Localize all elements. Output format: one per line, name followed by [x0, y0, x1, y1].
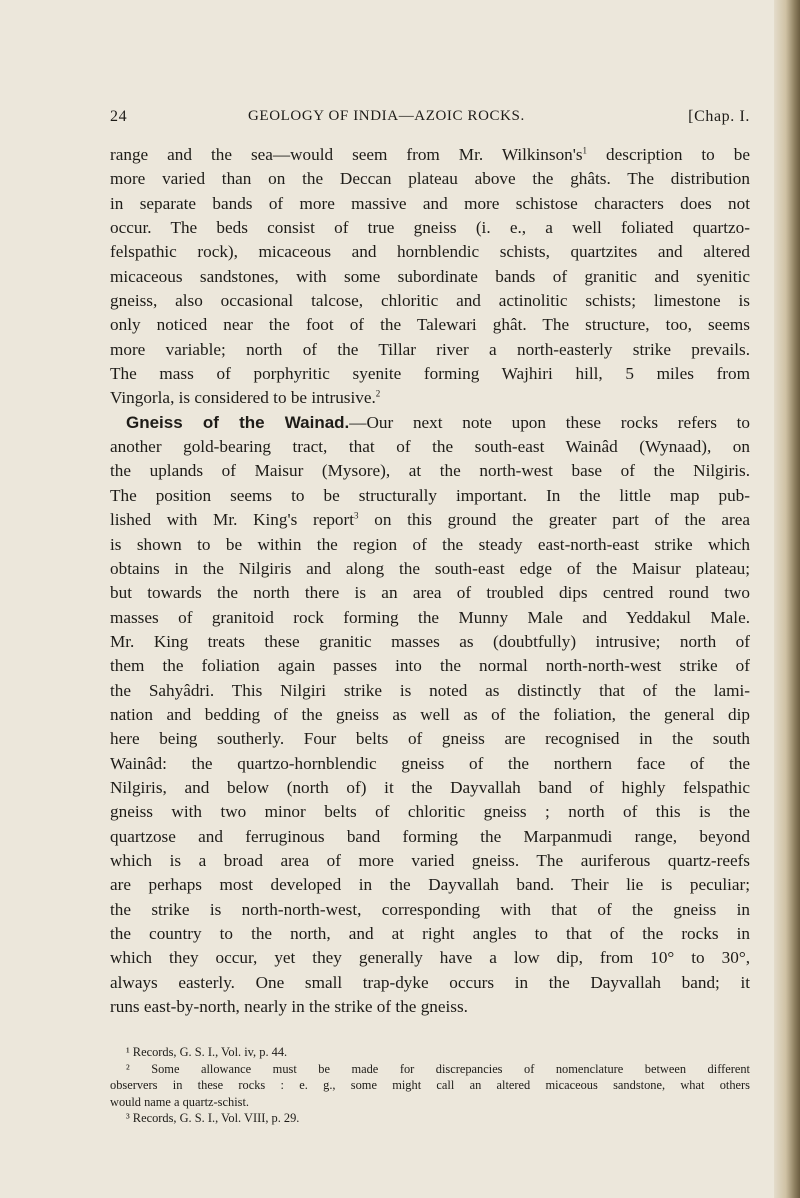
footnote: ² Some allowance must be made for discrepancies of nomenclature between different	[126, 1061, 750, 1076]
text-line: Nilgiris, and below (north of) it the Dayvallah band of highly felspathic	[110, 777, 750, 797]
footnote: ¹ Records, G. S. I., Vol. iv, p. 44.	[126, 1045, 288, 1059]
text-line: runs east-by-north, nearly in the strike of the gneiss.	[110, 997, 468, 1017]
book-spine-edge	[774, 0, 800, 1198]
text-line: which they occur, yet they generally have a low dip, from 10° to 30°,	[110, 948, 750, 968]
text-line: masses of granitoid rock forming the Munny Male and Yeddakul Male.	[110, 607, 750, 627]
section-heading: Gneiss of the Wainad.	[126, 412, 350, 432]
chapter-label: [Chap. I.	[688, 108, 750, 125]
text-line: gneiss, also occasional talcose, chloritic and actinolitic schists; limestone is	[110, 291, 750, 311]
text-line: another gold-bearing tract, that of the south-east Wainâd (Wynaad), on	[110, 437, 750, 457]
text-line: more varied than on the Deccan plateau above the ghâts. The distribution	[110, 169, 750, 189]
footnote-ref: 2	[375, 388, 381, 399]
body-text	[110, 143, 750, 1019]
text-line: the country to the north, and at right angles to that of the rocks in	[110, 924, 750, 943]
text-line: Wainâd: the quartzo-hornblendic gneiss of the northern face of the	[110, 753, 750, 773]
footnote: observers in these rocks : e. g., some might call an altered micaceous sandstone, what others	[110, 1078, 750, 1092]
text-line: nation and bedding of the gneiss as well as of the foliation, the general dip	[110, 704, 750, 724]
text-line: The position seems to be structurally important. In the little map pub-	[110, 485, 750, 505]
text-line: The mass of porphyritic syenite forming Wajhiri hill, 5 miles from	[110, 364, 750, 384]
text-line: the strike is north-north-west, corresponding with that of the gneiss in	[110, 899, 750, 919]
text-line: lished with Mr. King's report$^3$ on this ground the greater part of the area	[110, 510, 750, 530]
footnote-ref: 3	[354, 510, 359, 521]
text-line: always easterly. One small trap-dyke occurs in the Dayvallah band; it	[110, 972, 750, 992]
text-line: in separate bands of more massive and more schistose characters does not	[110, 193, 750, 213]
page-number: 24	[110, 108, 128, 125]
footnote-ref: 1	[582, 145, 588, 156]
footnotes	[110, 1044, 750, 1127]
running-title: GEOLOGY OF INDIA—AZOIC ROCKS.	[248, 108, 525, 124]
text-line: but towards the north there is an area of troubled dips centred round two	[110, 583, 750, 603]
text-line: only noticed near the foot of the Talewari ghât. The structure, too, seems	[110, 315, 750, 335]
text-line: here being southerly. Four belts of gneiss are recognised in the south	[110, 729, 750, 749]
text-line: micaceous sandstones, with some subordinate bands of granitic and syenitic	[110, 266, 750, 286]
text-line: which is a broad area of more varied gneiss. The auriferous quartz-reefs	[110, 850, 750, 870]
running-header	[110, 108, 750, 134]
text-line: Mr. King treats these granitic masses as (doubtfully) intrusive; north of	[110, 631, 750, 651]
text-line: quartzose and ferruginous band forming the Marpanmudi range, beyond	[110, 826, 750, 846]
footnote: would name a quartz-schist.	[110, 1094, 250, 1109]
text-line: more variable; north of the Tillar river a north-easterly strike prevails.	[110, 339, 750, 359]
text-line: are perhaps most developed in the Dayvallah band. Their lie is peculiar;	[110, 875, 750, 895]
footnote: ³ Records, G. S. I., Vol. VIII, p. 29.	[126, 1111, 300, 1125]
section-heading-line: Gneiss of the Wainad.—Our next note upon these rocks refers to	[126, 412, 750, 432]
text-line: gneiss with two minor belts of chloritic gneiss ; north of this is the	[110, 802, 750, 822]
text-line: is shown to be within the region of the steady east-north-east strike which	[110, 534, 750, 554]
text-line: occur. The beds consist of true gneiss (i. e., a well foliated quartzo-	[110, 218, 750, 238]
text-line: obtains in the Nilgiris and along the south-east edge of the Maisur plateau;	[110, 558, 750, 578]
text-line: felspathic rock), micaceous and hornblendic schists, quartzites and altered	[110, 242, 750, 262]
text-line: range and the sea—would seem from Mr. $Wilkinson's^1$ description to be	[110, 145, 750, 164]
text-line: the Sahyâdri. This Nilgiri strike is noted as distinctly that of the lami-	[110, 680, 750, 700]
text-line: the uplands of Maisur (Mysore), at the north-west base of the Nilgiris.	[110, 461, 750, 481]
text-line: Vingorla, is considered to be intrusive.$^2$	[110, 388, 381, 408]
text-line: them the foliation again passes into the normal north-north-west strike of	[110, 656, 750, 676]
